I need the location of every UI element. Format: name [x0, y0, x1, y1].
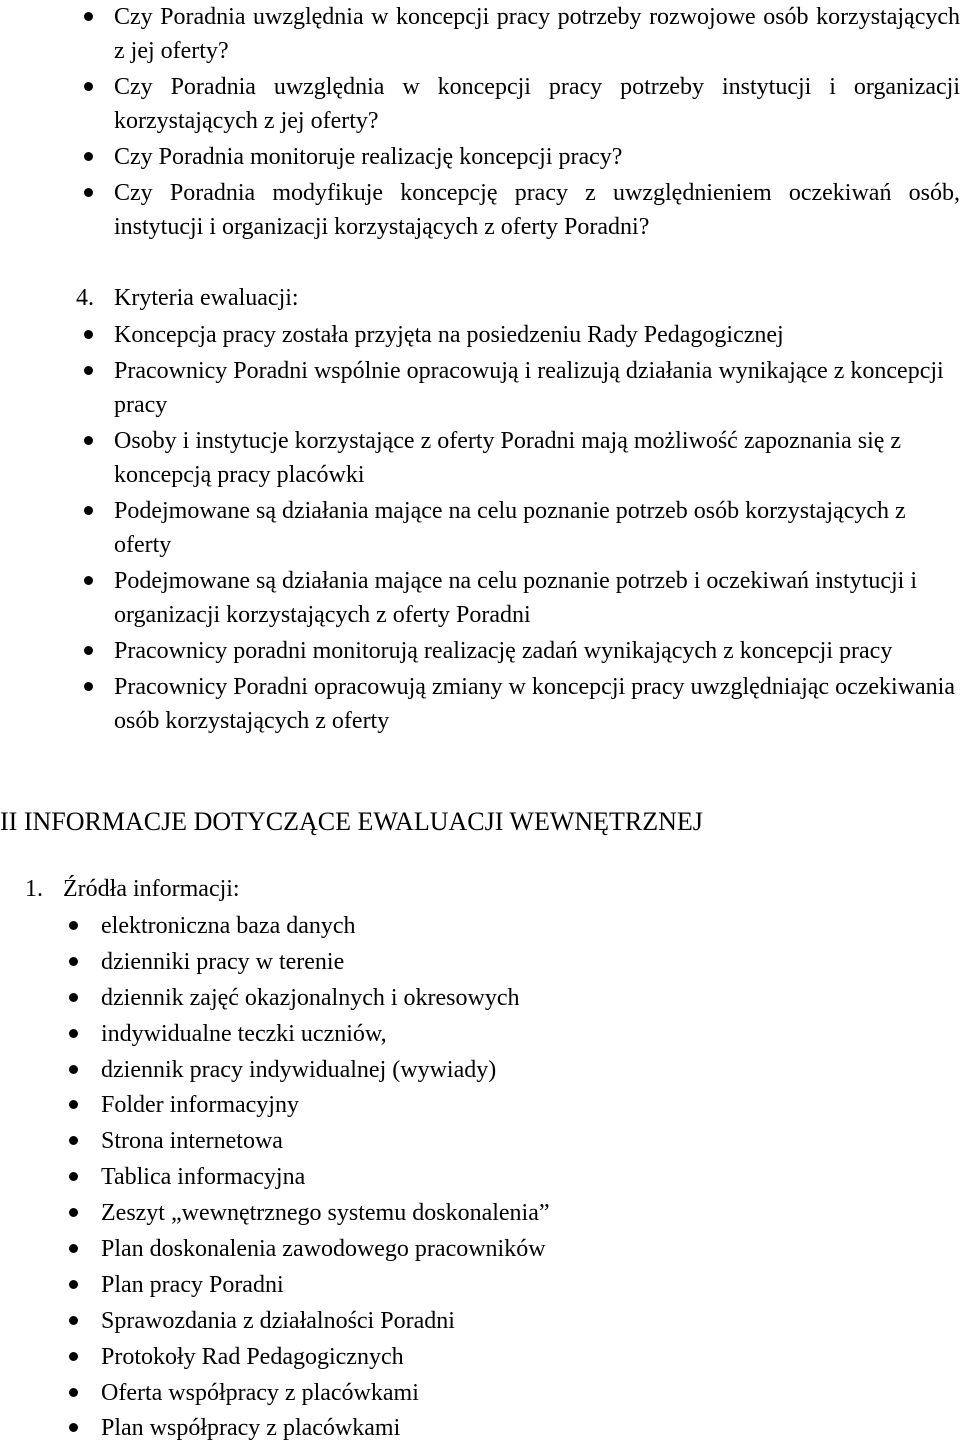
list-item-text: Zeszyt „wewnętrznego systemu doskonalenia”	[101, 1200, 550, 1227]
list-item-text: Pracownicy Poradni wspólnie opracowują i realizują działania wynikające z koncepcji pracy	[114, 358, 944, 418]
list-item	[101, 1124, 941, 1158]
list-item	[101, 1196, 941, 1230]
section-number: 4.	[76, 285, 94, 311]
list-item	[101, 909, 941, 943]
list-item	[114, 670, 960, 738]
list-item-text: Czy Poradnia modyfikuje koncepcję pracy z uwzględnieniem oczekiwań osób, instytucji i organizacji korzystających z oferty Poradni?	[114, 180, 960, 240]
bullet-icon	[84, 682, 93, 691]
list-item-text: Pracownicy Poradni opracowują zmiany w koncepcji pracy uwzględniając oczekiwania osób korzystających z oferty	[114, 674, 955, 734]
list-item	[101, 1304, 941, 1338]
list-item	[114, 494, 960, 562]
bullet-icon	[69, 921, 78, 930]
information-sources-list	[101, 909, 941, 1447]
list-item-text: Plan pracy Poradni	[101, 1271, 284, 1298]
list-item-text: Oferta współpracy z placówkami	[101, 1379, 419, 1406]
list-item-text: Pracownicy poradni monitorują realizację zadań wynikających z koncepcji pracy	[114, 638, 893, 664]
bullet-icon	[69, 1172, 78, 1181]
section-ii-heading: II INFORMACJE DOTYCZĄCE EWALUACJI WEWNĘTRZNEJ	[0, 807, 703, 836]
bullet-icon	[84, 330, 93, 339]
bullet-icon	[84, 576, 93, 585]
list-item	[101, 1411, 941, 1445]
section-title: Kryteria ewaluacji:	[114, 285, 299, 311]
list-item	[101, 1376, 941, 1410]
list-item	[101, 1017, 941, 1051]
evaluation-criteria-list	[114, 318, 960, 740]
list-item-text: Czy Poradnia monitoruje realizację koncepcji pracy?	[114, 144, 623, 170]
list-item-text: Protokoły Rad Pedagogicznych	[101, 1343, 404, 1370]
list-item-text: Osoby i instytucje korzystające z oferty Poradni mają możliwość zapoznania się z koncepcją pracy placówki	[114, 428, 902, 488]
list-item-text: elektroniczna baza danych	[101, 913, 356, 939]
list-item	[114, 564, 960, 632]
list-item	[101, 1340, 941, 1374]
evaluation-questions-list	[114, 0, 960, 246]
list-item	[101, 1160, 941, 1194]
list-item-text: Czy Poradnia uwzględnia w koncepcji pracy potrzeby rozwojowe osób korzystających z jej oferty?	[114, 4, 960, 64]
bullet-icon	[69, 957, 78, 966]
bullet-icon	[84, 82, 93, 91]
bullet-icon	[69, 1423, 78, 1432]
list-item-text: dzienniki pracy w terenie	[101, 948, 345, 975]
bullet-icon	[69, 1100, 78, 1109]
bullet-icon	[69, 1029, 78, 1038]
bullet-icon	[84, 12, 93, 21]
list-item	[101, 1053, 941, 1087]
list-item-text: Podejmowane są działania mające na celu poznanie potrzeb osób korzystających z oferty	[114, 498, 906, 558]
list-item-text: dziennik pracy indywidualnej (wywiady)	[101, 1056, 497, 1083]
list-item	[114, 634, 960, 668]
list-item-text: Plan doskonalenia zawodowego pracowników	[101, 1236, 546, 1263]
bullet-icon	[69, 1388, 78, 1397]
list-item-text: Koncepcja pracy została przyjęta na posiedzeniu Rady Pedagogicznej	[114, 322, 784, 348]
list-item	[114, 424, 960, 492]
bullet-icon	[84, 366, 93, 375]
bullet-icon	[69, 1352, 78, 1361]
list-item	[101, 1232, 941, 1266]
list-item-text: Folder informacyjny	[101, 1092, 299, 1119]
list-item	[101, 1088, 941, 1122]
list-item	[114, 0, 960, 68]
section-number: 1.	[25, 876, 43, 902]
bullet-icon	[69, 1316, 78, 1325]
list-item-text: Czy Poradnia uwzględnia w koncepcji pracy potrzeby instytucji i organizacji korzystających z jej oferty?	[114, 74, 960, 134]
bullet-icon	[69, 1208, 78, 1217]
list-item-text: Sprawozdania z działalności Poradni	[101, 1307, 455, 1334]
list-item-text: Podejmowane są działania mające na celu poznanie potrzeb i oczekiwań instytucji i organizacji korzystających z oferty Poradni	[114, 568, 918, 628]
list-item	[114, 140, 960, 174]
bullet-icon	[69, 993, 78, 1002]
list-item-text: Tablica informacyjna	[101, 1164, 306, 1191]
section-title: Źródła informacji:	[63, 876, 240, 902]
list-item	[101, 1268, 941, 1302]
list-item	[114, 176, 960, 244]
section-heading-criteria	[76, 281, 299, 315]
bullet-icon	[69, 1280, 78, 1289]
list-item	[114, 354, 960, 422]
bullet-icon	[69, 1244, 78, 1253]
list-item	[101, 981, 941, 1015]
list-item	[114, 318, 960, 352]
bullet-icon	[69, 1136, 78, 1145]
list-item-text: Plan współpracy z placówkami	[101, 1415, 401, 1442]
bullet-icon	[84, 152, 93, 161]
bullet-icon	[69, 1065, 78, 1074]
section-heading-sources	[25, 872, 240, 906]
bullet-icon	[84, 506, 93, 515]
list-item-text: Strona internetowa	[101, 1128, 283, 1155]
bullet-icon	[84, 188, 93, 197]
bullet-icon	[84, 436, 93, 445]
list-item-text: indywidualne teczki uczniów,	[101, 1020, 387, 1047]
bullet-icon	[84, 646, 93, 655]
list-item	[114, 70, 960, 138]
list-item	[101, 945, 941, 979]
list-item-text: dziennik zajęć okazjonalnych i okresowych	[101, 984, 520, 1011]
